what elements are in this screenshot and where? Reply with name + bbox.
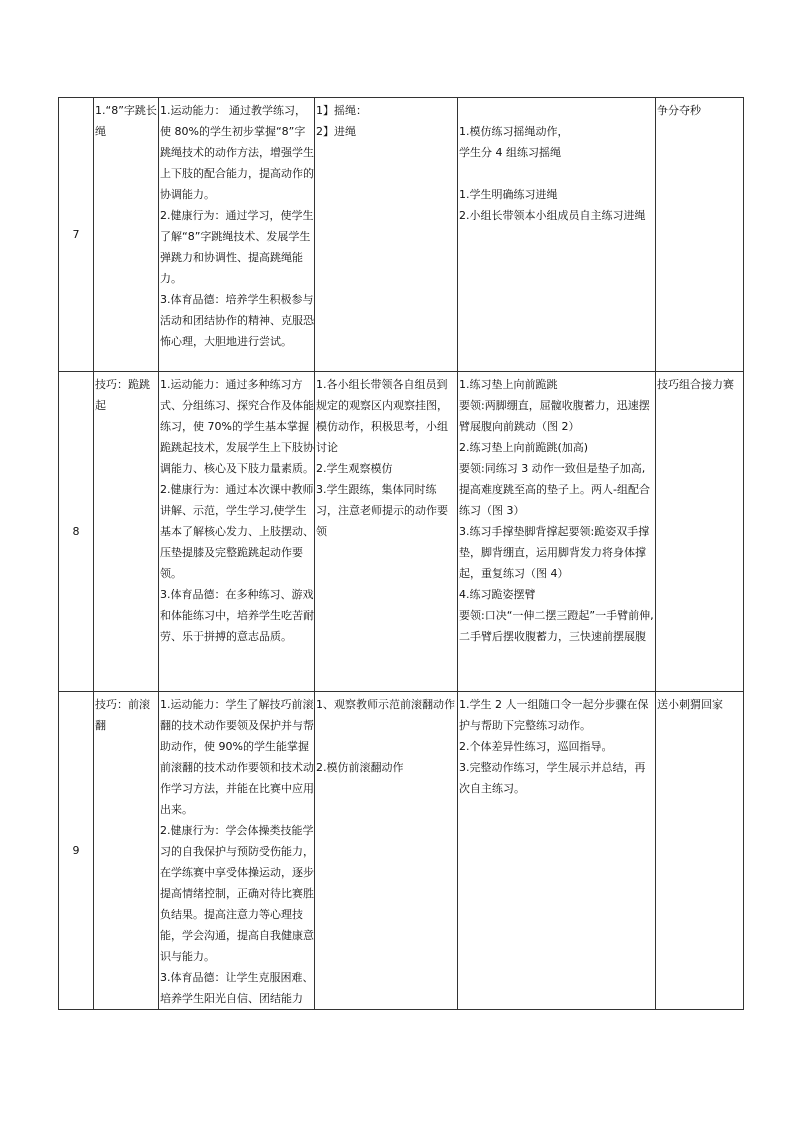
- goals-cell: 1.运动能力：通过多种练习方式、分组练习、探究合作及体能练习，使 70%的学生基本掌握跪跳起技术，发展学生上下肢协调能力、核心及下肢力量素质。 2.健康行为：通过本次课中教师讲解、示范，学生学习,使学生基本了解核心发力、上肢摆动、压垫提膝及完整跪跳起动作要领。 3.体育品德：在多种练习、游戏和体能练习中，培养学生吃苦耐劳、乐于拼搏的意志品质。: [159, 372, 315, 692]
- lesson-plan-table: [58, 97, 744, 1010]
- student-activity-cell: 1、观察教师示范前滚翻动作 2.模仿前滚翻动作: [315, 692, 458, 1010]
- table-row: [59, 372, 744, 692]
- row-number: 9: [59, 692, 94, 1010]
- student-activity-cell: 1】摇绳： 2】进绳: [315, 98, 458, 372]
- goals-cell: 1.运动能力： 通过教学练习，使 80%的学生初步掌握“8”字跳绳技术的动作方法，增强学生上下肢的配合能力，提高动作的协调能力。 2.健康行为：通过学习，使学生了解“8”字跳绳技术、发展学生弹跳力和协调性、提高跳绳能力。 3.体育品德：培养学生积极参与活动和团结协作的精神、克服恐怖心理，大胆地进行尝试。: [159, 98, 315, 372]
- row-number: 8: [59, 372, 94, 692]
- teacher-activity-cell: 1.学生 2 人一组随口令一起分步骤在保护与帮助下完整练习动作。 2.个体差异性练习，巡回指导。 3.完整动作练习，学生展示并总结，再次自主练习。: [458, 692, 656, 1010]
- game-cell: 技巧组合接力赛: [656, 372, 744, 692]
- teacher-activity-cell: 1.练习垫上向前跪跳 要领:两脚绷直，屈髋收腹蓄力，迅速摆臂展腹向前跳动（图 2） 2.练习垫上向前跪跳(加高) 要领:同练习 3 动作一致但是垫子加高,提高难度跳至高的垫子上。两人-组配合练习（图 3） 3.练习手撑垫脚背撑起要领:跪姿双手撑垫，脚背绷直，运用脚背发力将身体撑起，重复练习（图 4） 4.练习跪姿摆臂 要领:口决“一伸二摆三蹬起”一手臂前伸,二手臂后摆收腹蓄力，三快速前摆展腹: [458, 372, 656, 692]
- content-cell: 技巧：跪跳起: [94, 372, 159, 692]
- game-cell: 送小刺猬回家: [656, 692, 744, 1010]
- student-activity-cell: 1.各小组长带领各自组员到规定的观察区内观察挂图，模仿动作，积极思考，小组讨论 2.学生观察模仿 3.学生跟练，集体同时练习，注意老师提示的动作要领: [315, 372, 458, 692]
- goals-cell: 1.运动能力：学生了解技巧前滚翻的技术动作要领及保护并与帮助动作，使 90%的学生能掌握前滚翻的技术动作要领和技术动作学习方法，并能在比赛中应用出来。 2.健康行为：学会体操类技能学习的自我保护与预防受伤能力，在学练赛中享受体操运动，逐步提高情绪控制，正确对待比赛胜负结果。提高注意力等心理技能，学会沟通，提高自我健康意识与能力。 3.体育品德：让学生克服困难、培养学生阳光自信、团结能力: [159, 692, 315, 1010]
- table-row: [59, 98, 744, 372]
- teacher-activity-cell: 1.模仿练习摇绳动作， 学生分 4 组练习摇绳 1.学生明确练习进绳 2.小组长带领本小组成员自主练习进绳: [458, 98, 656, 372]
- game-cell: 争分夺秒: [656, 98, 744, 372]
- row-number: 7: [59, 98, 94, 372]
- content-cell: 技巧：前滚翻: [94, 692, 159, 1010]
- content-cell: 1.“8”字跳长绳: [94, 98, 159, 372]
- table-row: [59, 692, 744, 1010]
